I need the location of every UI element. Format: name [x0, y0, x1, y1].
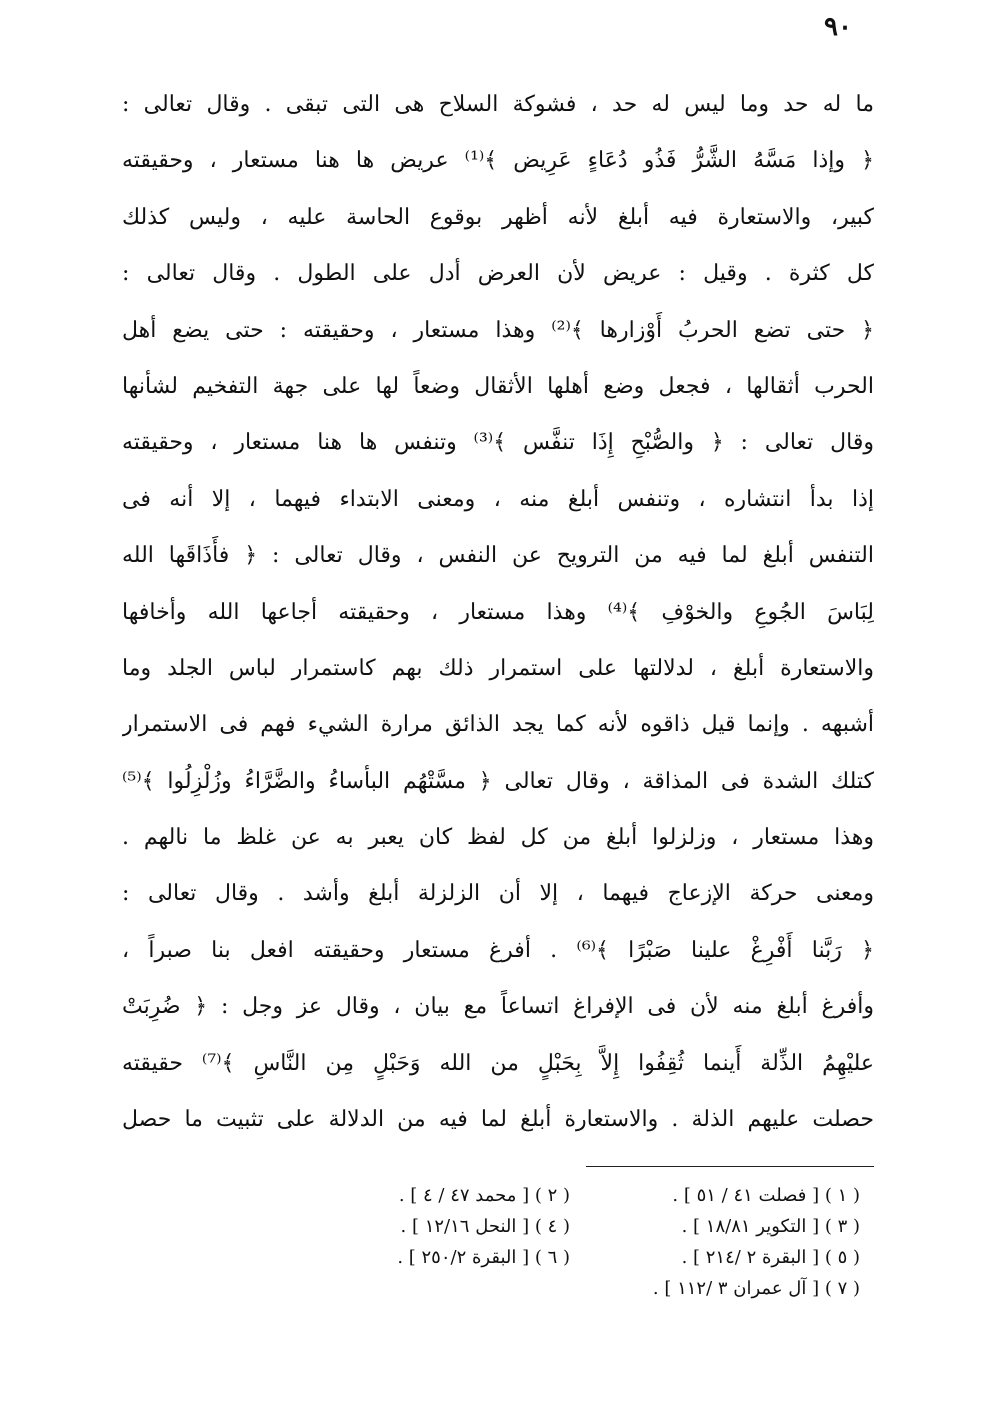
footnote-4: ( ٤ ) [ النحل ١٢/١٦ ] .	[400, 1216, 570, 1237]
footnote-row	[280, 1273, 860, 1304]
text-line: كل كثرة . وقيل : عريض لأن العرض أدل على الطول . وقال تعالى :	[122, 261, 874, 287]
footnote-divider	[586, 1166, 874, 1167]
text-line: لِبَاسَ الجُوعِ والخوْفِ ﴾⁽⁴⁾ وهذا مستعار ، وحقيقته أجاعها الله وأخافها	[122, 599, 874, 625]
footnote-row	[280, 1180, 860, 1211]
footnote-row	[280, 1211, 860, 1242]
text-line: وهذا مستعار ، وزلزلوا أبلغ من كل لفظ كان يعبر به عن غلظ ما نالهم .	[122, 825, 874, 851]
text-line: والاستعارة أبلغ ، لدلالتها على استمرار ذلك بهم كاستمرار لباس الجلد وما	[122, 655, 874, 681]
text-line: إذا بدأ انتشاره ، وتنفس أبلغ منه ، ومعنى الابتداء فيهما ، إلا أنه فى	[122, 486, 874, 512]
text-line: ومعنى حركة الإزعاج فيهما ، إلا أن الزلزلة أبلغ وأشد . وقال تعالى :	[122, 881, 874, 907]
footnote-7: ( ٧ ) [ آل عمران ٣ /١١٢ ] .	[652, 1278, 860, 1299]
footnotes	[280, 1180, 860, 1304]
text-line: ما له حد وما ليس له حد ، فشوكة السلاح هى التى تبقى . وقال تعالى :	[122, 92, 874, 117]
footnote-6: ( ٦ ) [ البقرة ٢٥٠/٢ ] .	[397, 1247, 570, 1268]
body-text	[122, 77, 874, 1148]
footnote-1: ( ١ ) [ فصلت ٤١ / ٥١ ] .	[672, 1185, 860, 1206]
text-line: ﴿ حتى تضع الحربُ أَوْزارها ﴾⁽²⁾ وهذا مستعار ، وحقيقته : حتى يضع أهل	[122, 317, 874, 343]
text-line: عليْهِمُ الذِّلة أَينما ثُقِفُوا إِلاَّ بِحَبْلٍ من الله وَحَبْلٍ مِن النَّاسِ ﴾⁽⁷⁾ حقيقته	[122, 1050, 874, 1076]
text-line: كتلك الشدة فى المذاقة ، وقال تعالى ﴿ مسَّتْهُم البأساءُ والضَّرَّاءُ وزُلْزِلُوا ﴾⁽⁵⁾	[122, 768, 874, 794]
text-line: ﴿ رَبَّنا أَفْرِغْ علينا صَبْرًا ﴾⁽⁶⁾ . أفرغ مستعار وحقيقته افعل بنا صبراً ،	[122, 937, 874, 963]
text-line: أشبهه . وإنما قيل ذاقوه لأنه كما يجد الذائق مرارة الشيء فهم فى الاستمرار	[122, 712, 874, 738]
text-line: كبير، والاستعارة فيه أبلغ لأنه أظهر بوقوع الحاسة عليه ، وليس كذلك	[122, 204, 874, 230]
text-line: حصلت عليهم الذلة . والاستعارة أبلغ لما فيه من الدلالة على تثبيت ما حصل	[122, 1107, 874, 1133]
footnote-row	[280, 1242, 860, 1273]
text-line: التنفس أبلغ لما فيه من الترويح عن النفس ، وقال تعالى : ﴿ فأَذَاقَها الله	[122, 543, 874, 569]
text-line: الحرب أثقالها ، فجعل وضع أهلها الأثقال وضعاً لها على جهة التفخيم لشأنها	[122, 373, 874, 399]
text-line: وأفرغ أبلغ منه لأن فى الإفراغ اتساعاً مع بيان ، وقال عز وجل : ﴿ ضُرِبَتْ	[122, 994, 874, 1020]
footnote-3: ( ٣ ) [ التكوير ١٨/٨١ ] .	[681, 1216, 860, 1237]
footnote-5: ( ٥ ) [ البقرة ٢ /٢١٤ ] .	[681, 1247, 860, 1268]
footnote-2: ( ٢ ) [ محمد ٤٧ / ٤ ] .	[398, 1185, 570, 1206]
footnote-empty	[280, 1273, 570, 1304]
page-number: ٩٠	[824, 12, 852, 42]
text-line: ﴿ وإذا مَسَّهُ الشَّرُّ فَذُو دُعَاءٍ عَرِيض ﴾⁽¹⁾ عريض ها هنا مستعار ، وحقيقته	[122, 148, 874, 174]
text-line: وقال تعالى : ﴿ والصُّبْحِ إِذَا تنفَّس ﴾⁽³⁾ وتنفس ها هنا مستعار ، وحقيقته	[122, 430, 874, 456]
